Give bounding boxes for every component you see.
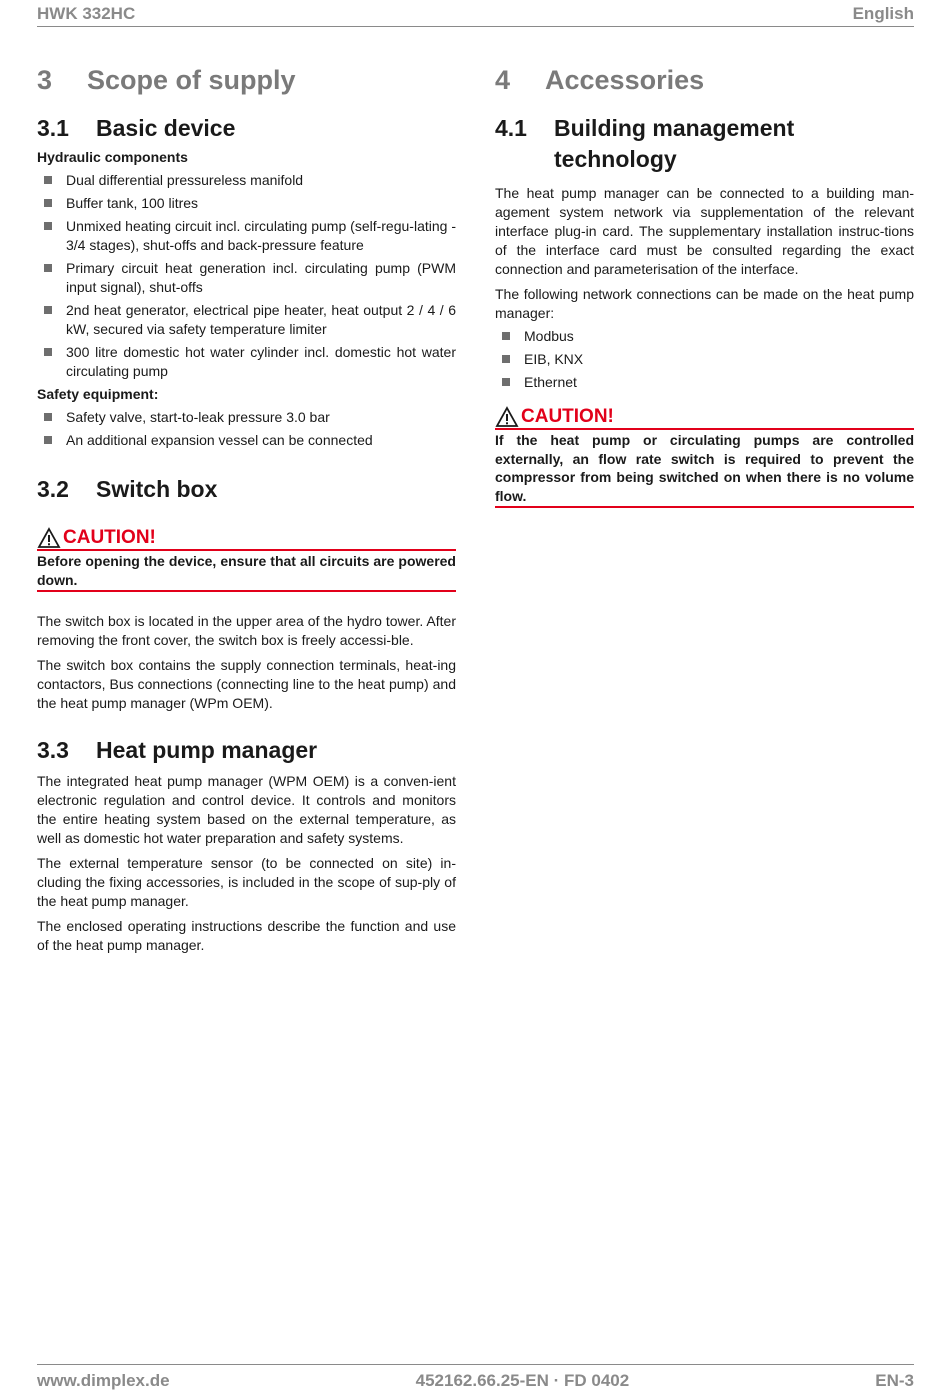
caution-header — [37, 527, 456, 551]
square-bullet-icon — [44, 199, 52, 207]
section-3-heading — [37, 60, 456, 100]
caution-label: CAUTION! — [63, 527, 156, 548]
website-link[interactable]: www.dimplex.de — [37, 1371, 170, 1390]
paragraph: The following network connections can be made on the heat pump manager: — [495, 286, 914, 321]
page-header — [37, 0, 914, 27]
square-bullet-icon — [44, 413, 52, 421]
list-item: 300 litre domestic hot water cylinder incl. domestic hot water circulating pump — [37, 343, 456, 381]
safety-equipment-heading: Safety equipment: — [37, 386, 159, 402]
hydraulic-components-list — [37, 171, 456, 381]
network-connections-list — [495, 327, 914, 392]
list-item: 2nd heat generator, electrical pipe heater, heat output 2 / 4 / 6 kW, secured via safety temperature limiter — [37, 301, 456, 339]
list-item: An additional expansion vessel can be connected — [37, 431, 456, 450]
warning-triangle-icon — [37, 527, 61, 549]
paragraph: The switch box contains the supply connection terminals, heat-ing contactors, Bus connections (connecting line to the heat pump) and the heat pump manager (WPm OEM). — [37, 657, 456, 711]
list-item: EIB, KNX — [495, 350, 914, 369]
list-item: Ethernet — [495, 373, 914, 392]
square-bullet-icon — [44, 348, 52, 356]
square-bullet-icon — [44, 306, 52, 314]
section-number: 3.1 — [37, 115, 69, 141]
section-title: Accessories — [545, 64, 705, 95]
warning-triangle-icon — [495, 406, 519, 428]
language-label: English — [852, 4, 914, 23]
section-number: 4.1 — [495, 115, 527, 141]
paragraph: The heat pump manager can be connected to a building man-agement system network via supplementation of the relevant interface plug-in card. The supplementary installation instruc-tions of the interface card must be consulted regarding the exact connection and parameterisation of the interface. — [495, 185, 914, 277]
section-3-2-heading — [37, 474, 456, 505]
square-bullet-icon — [44, 436, 52, 444]
page-number: EN-3 — [875, 1371, 914, 1390]
caution-box — [495, 406, 914, 508]
paragraph: The integrated heat pump manager (WPM OEM) is a conven-ient electronic regulation and control device. It controls and monitors the entire heating system based on the external temperature, as well as domestic hot water preparation and safety systems. — [37, 773, 456, 846]
hydraulic-components-heading: Hydraulic components — [37, 149, 188, 165]
list-item: Dual differential pressureless manifold — [37, 171, 456, 190]
caution-box — [37, 527, 456, 592]
caution-label: CAUTION! — [521, 406, 614, 427]
section-number: 4 — [495, 64, 511, 95]
section-title: Scope of supply — [87, 64, 296, 95]
paragraph: The switch box is located in the upper area of the hydro tower. After removing the front cover, the switch box is freely accessi-ble. — [37, 613, 456, 648]
section-title: Building management technology — [554, 115, 795, 172]
square-bullet-icon — [502, 332, 510, 340]
list-item: Modbus — [495, 327, 914, 346]
section-4-1-heading — [495, 113, 914, 175]
section-3-3-heading — [37, 735, 456, 766]
list-item: Safety valve, start-to-leak pressure 3.0 bar — [37, 408, 456, 427]
section-title: Switch box — [96, 476, 218, 502]
left-column — [37, 60, 456, 955]
section-4-heading — [495, 60, 914, 100]
model-name: HWK 332HC — [37, 4, 136, 23]
section-number: 3.2 — [37, 476, 69, 502]
caution-text: Before opening the device, ensure that all circuits are powered down. — [37, 551, 456, 592]
caution-text: If the heat pump or circulating pumps are controlled externally, an flow rate switch is required to prevent the compressor from being switched on when there is no volume flow. — [495, 430, 914, 508]
right-column — [495, 60, 914, 508]
square-bullet-icon — [502, 355, 510, 363]
list-item: Buffer tank, 100 litres — [37, 194, 456, 213]
page-footer — [37, 1364, 914, 1393]
square-bullet-icon — [44, 176, 52, 184]
paragraph: The enclosed operating instructions describe the function and use of the heat pump manager. — [37, 918, 456, 953]
list-item: Primary circuit heat generation incl. circulating pump (PWM input signal), shut-offs — [37, 259, 456, 297]
caution-header — [495, 406, 914, 430]
document-number: 452162.66.25-EN · FD 0402 — [415, 1371, 630, 1390]
section-title: Heat pump manager — [96, 737, 318, 763]
section-number: 3.3 — [37, 737, 69, 763]
safety-equipment-list — [37, 408, 456, 450]
list-item: Unmixed heating circuit incl. circulating pump (self-regu-lating - 3/4 stages), shut-offs and back-pressure feature — [37, 217, 456, 255]
square-bullet-icon — [44, 264, 52, 272]
square-bullet-icon — [502, 378, 510, 386]
square-bullet-icon — [44, 222, 52, 230]
paragraph: The external temperature sensor (to be connected on site) in-cluding the fixing accessories, is included in the scope of sup-ply of the heat pump manager. — [37, 855, 456, 909]
section-title: Basic device — [96, 115, 236, 141]
section-3-1-heading — [37, 113, 456, 144]
section-number: 3 — [37, 64, 53, 95]
